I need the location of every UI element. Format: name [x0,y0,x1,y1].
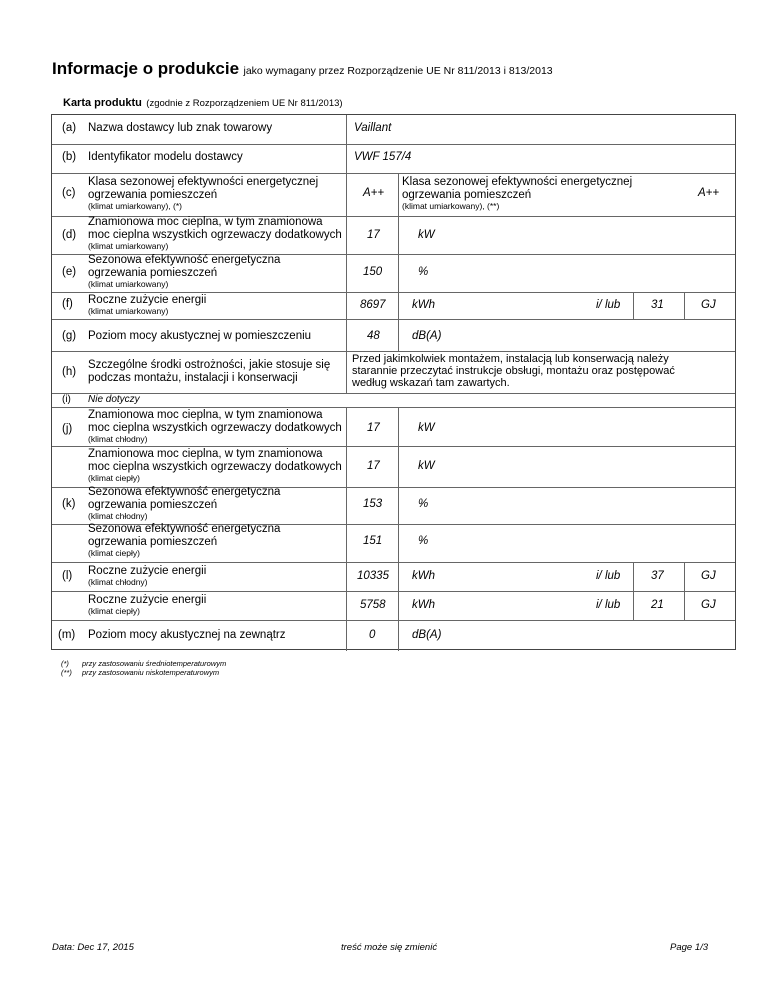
row-label: moc cieplna wszystkich ogrzewaczy dodatkowych [88,461,342,473]
row-label: ogrzewania pomieszczeń [88,536,218,548]
row-note: (klimat ciepły) [88,606,140,616]
row-label: Roczne zużycie energii [88,294,207,306]
row-value: starannie przeczytać instrukcje obsługi, montażu oraz postępować [352,365,675,377]
page-title [52,59,553,79]
row-note: (klimat umiarkowany) [88,241,169,251]
row-label: ogrzewania pomieszczeń [88,189,218,201]
row-unit: % [418,498,429,510]
row-unit-2: GJ [701,570,716,582]
row-unit: % [418,535,429,547]
row-label: podczas montażu, instalacji i konserwacji [88,372,298,384]
row-letter: (m) [58,629,76,641]
row-note: (klimat umiarkowany) [88,279,169,289]
row-note: (klimat chłodny) [88,434,148,444]
row-letter: (g) [62,330,77,342]
row-note: (klimat ciepły) [88,473,140,483]
row-label: Znamionowa moc cieplna, w tym znamionowa [88,409,323,421]
row-label: Sezonowa efektywność energetyczna [88,486,281,498]
row-letter: (h) [62,366,77,378]
row-label: Znamionowa moc cieplna, w tym znamionowa [88,448,323,460]
col-divider [346,115,347,393]
row-value: Przed jakimkolwiek montażem, instalacją lub konserwacją należy [352,353,669,365]
row-value: 150 [363,266,383,278]
row-letter: (a) [62,122,77,134]
row-value: 10335 [357,570,389,582]
card-heading [63,93,343,111]
row-note: (klimat umiarkowany), (*) [88,201,182,211]
row-value: A++ [698,187,720,199]
footnote-mark: (**) [61,668,72,677]
row-value: 8697 [360,299,386,311]
row-unit: dB(A) [412,629,442,641]
row-label: Roczne zużycie energii [88,565,207,577]
card-subtitle: (zgodnie z Rozporządzeniem UE Nr 811/2013) [146,98,343,109]
row-label: Poziom mocy akustycznej w pomieszczeniu [88,330,312,342]
row-label: ogrzewania pomieszczeń [88,499,218,511]
row-or: i/ lub [596,570,621,582]
row-unit: kW [418,229,435,241]
row-value: 17 [367,460,380,472]
row-label: moc cieplna wszystkich ogrzewaczy dodatkowych [88,422,342,434]
row-unit: kW [418,460,435,472]
row-divider [52,620,735,621]
row-value-2: 37 [651,570,664,582]
footnote-text: przy zastosowaniu średniotemperaturowym [82,659,227,668]
row-label: moc cieplna wszystkich ogrzewaczy dodatkowych [88,229,342,241]
col-divider [398,407,399,651]
row-unit: kWh [412,570,435,582]
col-divider [684,292,685,319]
row-label: Sezonowa efektywność energetyczna [88,254,281,266]
row-note: (klimat chłodny) [88,511,148,521]
row-label: Identyfikator modelu dostawcy [88,151,243,163]
col-divider [398,216,399,351]
row-note: (klimat umiarkowany), (**) [402,201,500,211]
row-note: (klimat chłodny) [88,577,148,587]
row-letter: (j) [62,423,73,435]
row-letter: (d) [62,229,77,241]
row-or: i/ lub [596,599,621,611]
row-value-2: 31 [651,299,664,311]
row-value: 153 [363,498,383,510]
row-letter: (c) [62,187,76,199]
footer-notice: treść może się zmienić [341,942,438,953]
row-unit-2: GJ [701,599,716,611]
row-unit-2: GJ [701,299,716,311]
row-note: (klimat umiarkowany) [88,306,169,316]
row-divider [52,144,735,145]
row-unit: kWh [412,599,435,611]
card-title: Karta produktu [63,97,142,109]
col-divider [633,562,634,620]
row-value: Vaillant [354,122,392,134]
row-label: Klasa sezonowej efektywności energetycznej [402,176,633,188]
footer-date: Data: Dec 17, 2015 [52,942,134,953]
row-unit: kWh [412,299,435,311]
row-unit: % [418,266,429,278]
row-label: ogrzewania pomieszczeń [402,189,532,201]
row-value: 0 [369,629,376,641]
row-letter: (b) [62,151,77,163]
row-letter: (f) [62,298,73,310]
row-value: Nie dotyczy [88,394,140,405]
row-note: (klimat ciepły) [88,548,140,558]
row-value-2: 21 [651,599,664,611]
row-value: 17 [367,229,380,241]
col-divider [398,173,399,216]
row-label: Klasa sezonowej efektywności energetycznej [88,176,319,188]
col-divider [346,407,347,651]
row-divider [52,393,735,394]
row-label: Poziom mocy akustycznej na zewnątrz [88,629,286,641]
row-value: 17 [367,422,380,434]
row-divider [52,319,735,320]
row-letter: (k) [62,498,76,510]
row-or: i/ lub [596,299,621,311]
row-value: według wskazań tam zawartych. [352,377,510,389]
row-label: Nazwa dostawcy lub znak towarowy [88,122,273,134]
row-letter: (l) [62,570,73,582]
row-label: Roczne zużycie energii [88,594,207,606]
row-letter: (i) [62,394,71,405]
row-unit: dB(A) [412,330,442,342]
row-value: 48 [367,330,380,342]
col-divider [633,292,634,319]
row-label: Szczególne środki ostrożności, jakie stosuje się [88,359,331,371]
row-label: Sezonowa efektywność energetyczna [88,523,281,535]
row-value: A++ [363,187,385,199]
title-suffix: jako wymagany przez Rozporządzenie UE Nr 811/2013 i 813/2013 [243,65,553,77]
footnote-mark: (*) [61,659,69,668]
row-value: 5758 [360,599,386,611]
footer-page: Page 1/3 [670,942,709,953]
col-divider [684,562,685,620]
row-letter: (e) [62,266,77,278]
row-label: ogrzewania pomieszczeń [88,267,218,279]
title-main: Informacje o produkcie [52,59,240,78]
row-unit: kW [418,422,435,434]
row-value: 151 [363,535,383,547]
row-divider [52,173,735,174]
row-label: Znamionowa moc cieplna, w tym znamionowa [88,216,323,228]
row-value: VWF 157/4 [354,151,412,163]
footnote-text: przy zastosowaniu niskotemperaturowym [82,668,220,677]
